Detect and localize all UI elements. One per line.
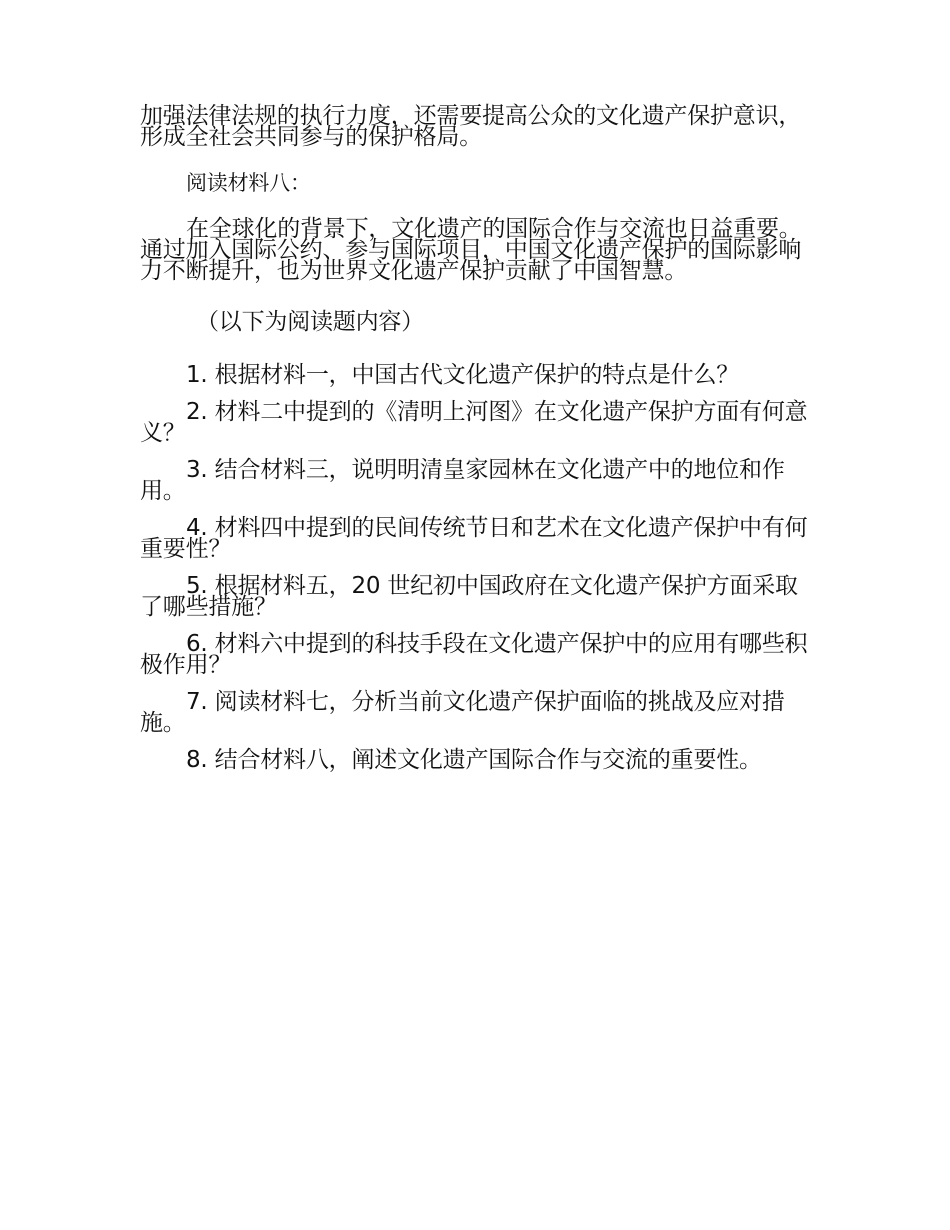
question-5: 5. 根据材料五，20 世纪初中国政府在文化遗产保护方面采取了哪些措施？ bbox=[140, 573, 798, 620]
question-3: 3. 结合材料三，说明明清皇家园林在文化遗产中的地位和作用。 bbox=[140, 457, 785, 504]
reading-questions-note: （以下为阅读题内容） bbox=[196, 309, 425, 335]
question-8: 8. 结合材料八，阐述文化遗产国际合作与交流的重要性。 bbox=[186, 747, 762, 773]
question-1: 1. 根据材料一，中国古代文化遗产保护的特点是什么？ bbox=[186, 362, 740, 388]
question-6: 6. 材料六中提到的科技手段在文化遗产保护中的应用有哪些积极作用？ bbox=[140, 631, 808, 678]
question-7: 7. 阅读材料七，分析当前文化遗产保护面临的挑战及应对措施。 bbox=[140, 689, 785, 736]
material-eight-text: 在全球化的背景下，文化遗产的国际合作与交流也日益重要。通过加入国际公约、参与国际项目，中国文化遗产保护的国际影响力不断提升，也为世界文化遗产保护贡献了中国智慧。 bbox=[140, 216, 802, 284]
paragraph-continuation: 加强法律法规的执行力度，还需要提高公众的文化遗产保护意识，形成全社会共同参与的保护格局。 bbox=[140, 103, 802, 150]
question-4: 4. 材料四中提到的民间传统节日和艺术在文化遗产保护中有何重要性？ bbox=[140, 515, 808, 562]
material-eight-heading: 阅读材料八： bbox=[186, 171, 311, 195]
question-2: 2. 材料二中提到的《清明上河图》在文化遗产保护方面有何意义？ bbox=[140, 399, 808, 446]
document-body bbox=[140, 103, 812, 787]
